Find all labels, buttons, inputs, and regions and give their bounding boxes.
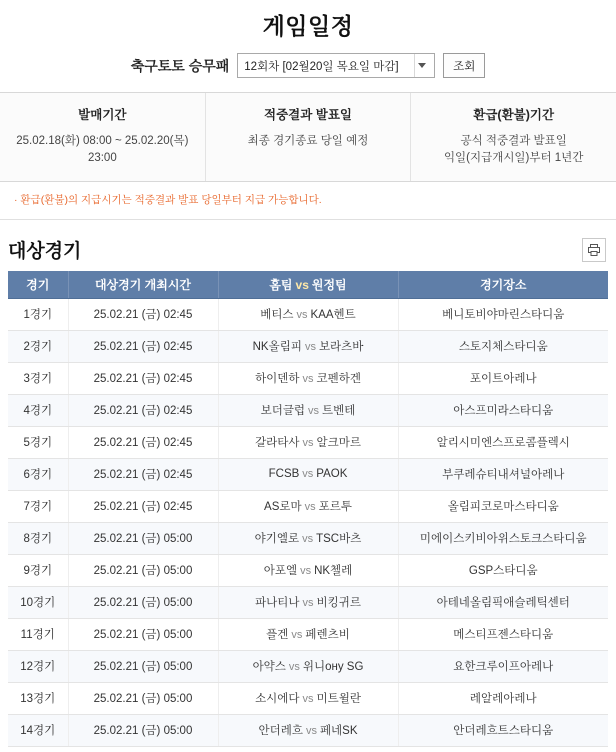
cell-no: 13경기: [8, 682, 68, 714]
col-header-vs: vs: [295, 277, 309, 292]
home-team: 베티스: [260, 309, 294, 321]
cell-time: 25.02.21 (금) 05:00: [68, 682, 218, 714]
cell-place: 메스티프젠스타디움: [398, 618, 608, 650]
col-header-time: 대상경기 개최시간: [68, 271, 218, 298]
table-row[interactable]: [8, 522, 608, 554]
away-team: 위니ону SG: [302, 661, 364, 673]
home-team: 갈라타사: [255, 437, 300, 449]
cell-place: 부쿠레슈티내셔널아레나: [398, 458, 608, 490]
cell-place: 아스프미라스타디움: [398, 394, 608, 426]
away-team: 알크마르: [316, 437, 361, 449]
table-row[interactable]: [8, 330, 608, 362]
cell-no: 4경기: [8, 394, 68, 426]
match-table-body: [8, 298, 608, 746]
cell-no: 14경기: [8, 714, 68, 746]
cell-time: 25.02.21 (금) 02:45: [68, 330, 218, 362]
away-team: KAA헨트: [310, 309, 356, 321]
table-row[interactable]: [8, 394, 608, 426]
cell-no: 6경기: [8, 458, 68, 490]
col-header-teams: [218, 271, 398, 298]
section-title: 대상경기: [8, 241, 82, 262]
info-cell-refund-period: [411, 93, 616, 181]
home-team: 파나티나: [255, 597, 300, 609]
cell-teams: 하이덴하 vs 코펜하겐: [218, 362, 398, 394]
away-team: 보라츠바: [318, 341, 364, 353]
cell-teams: 파나티나 vs 비킹귀르: [218, 586, 398, 618]
away-team: 코펜하겐: [316, 373, 361, 385]
cell-time: 25.02.21 (금) 02:45: [68, 426, 218, 458]
match-table: [8, 271, 608, 747]
cell-no: 8경기: [8, 522, 68, 554]
cell-no: 10경기: [8, 586, 68, 618]
col-header-home: 홈팀: [269, 277, 293, 292]
home-team: 소시에다: [255, 693, 300, 705]
home-team: NK올림피: [252, 341, 302, 353]
cell-time: 25.02.21 (금) 02:45: [68, 490, 218, 522]
table-row[interactable]: [8, 714, 608, 746]
section-header: [0, 220, 616, 271]
info-line: 공식 적중결과 발표일: [460, 135, 567, 147]
round-select-value: 12회차 [02월20일 목요일 마감]: [244, 60, 399, 73]
cell-teams: NK올림피 vs 보라츠바: [218, 330, 398, 362]
table-row[interactable]: [8, 554, 608, 586]
cell-teams: 갈라타사 vs 알크마르: [218, 426, 398, 458]
game-type-label: 축구토토 승무패: [130, 57, 230, 74]
cell-place: 베니토비야마린스타디움: [398, 298, 608, 330]
home-team: 야기엘로: [254, 533, 300, 545]
cell-teams: 아포엘 vs NK첼레: [218, 554, 398, 586]
cell-time: 25.02.21 (금) 02:45: [68, 394, 218, 426]
home-team: 아약스: [252, 661, 286, 673]
cell-place: 미에이스키비아위스토크스타디움: [398, 522, 608, 554]
cell-teams: 아약스 vs 위니ону SG: [218, 650, 398, 682]
cell-time: 25.02.21 (금) 05:00: [68, 714, 218, 746]
cell-time: 25.02.21 (금) 05:00: [68, 586, 218, 618]
cell-time: 25.02.21 (금) 02:45: [68, 362, 218, 394]
cell-time: 25.02.21 (금) 05:00: [68, 554, 218, 586]
chevron-down-icon: [414, 54, 428, 77]
search-button[interactable]: 조회: [443, 53, 485, 78]
match-table-header: [8, 271, 608, 298]
home-team: 하이덴하: [255, 373, 300, 385]
col-header-place: 경기장소: [398, 271, 608, 298]
cell-time: 25.02.21 (금) 02:45: [68, 458, 218, 490]
round-selector-bar: [0, 53, 616, 92]
info-line: 최종 경기종료 당일 예정: [247, 135, 369, 147]
table-row[interactable]: [8, 650, 608, 682]
cell-no: 11경기: [8, 618, 68, 650]
cell-time: 25.02.21 (금) 05:00: [68, 618, 218, 650]
away-team: 미트윌란: [316, 693, 361, 705]
info-cell-sales-period: [0, 93, 206, 181]
table-row[interactable]: [8, 586, 608, 618]
info-table: [0, 92, 616, 182]
away-team: NK첼레: [314, 565, 353, 577]
away-team: TSC바츠: [316, 533, 362, 545]
table-row[interactable]: [8, 298, 608, 330]
home-team: 아포엘: [263, 565, 298, 577]
printer-icon[interactable]: [582, 238, 606, 262]
notice-text: · 환급(환불)의 지급시기는 적중결과 발표 당일부터 지급 가능합니다.: [0, 182, 616, 220]
cell-time: 25.02.21 (금) 02:45: [68, 298, 218, 330]
info-line: 25.02.18(화) 08:00 ~ 25.02.20(목) 23:00: [16, 135, 189, 164]
cell-no: 3경기: [8, 362, 68, 394]
cell-teams: 소시에다 vs 미트윌란: [218, 682, 398, 714]
info-line: 익일(지급개시일)부터 1년간: [443, 152, 584, 164]
table-row[interactable]: [8, 362, 608, 394]
cell-no: 9경기: [8, 554, 68, 586]
col-header-away: 원정팀: [311, 277, 347, 292]
round-select[interactable]: [237, 53, 435, 78]
page-title: 게임일정: [262, 13, 354, 39]
home-team: FCSB: [268, 468, 300, 480]
info-cell-result-date: [206, 93, 412, 181]
cell-teams: 플겐 vs 페렌츠비: [218, 618, 398, 650]
away-team: 페네SK: [319, 725, 358, 737]
cell-no: 5경기: [8, 426, 68, 458]
cell-no: 2경기: [8, 330, 68, 362]
cell-place: 안더레흐트스타디움: [398, 714, 608, 746]
table-row[interactable]: [8, 490, 608, 522]
home-team: AS로마: [264, 501, 302, 513]
info-head: 발매기간: [78, 108, 127, 122]
away-team: 트벤테: [322, 405, 356, 417]
cell-teams: AS로마 vs 포르투: [218, 490, 398, 522]
info-head: 적중결과 발표일: [264, 108, 352, 122]
cell-teams: FCSB vs PAOK: [218, 458, 398, 490]
cell-place: 포이트아레나: [398, 362, 608, 394]
cell-place: 요한크루이프아레나: [398, 650, 608, 682]
table-row[interactable]: [8, 618, 608, 650]
cell-place: 레알레아레나: [398, 682, 608, 714]
cell-no: 7경기: [8, 490, 68, 522]
home-team: 플겐: [266, 629, 289, 641]
away-team: 비킹귀르: [316, 597, 361, 609]
away-team: 페렌츠비: [305, 629, 350, 641]
cell-place: 스토지체스타디움: [398, 330, 608, 362]
away-team: 포르투: [318, 501, 352, 513]
cell-time: 25.02.21 (금) 05:00: [68, 522, 218, 554]
table-row[interactable]: [8, 682, 608, 714]
home-team: 안더레흐: [258, 725, 303, 737]
cell-place: GSP스타디움: [398, 554, 608, 586]
table-row[interactable]: [8, 426, 608, 458]
cell-no: 1경기: [8, 298, 68, 330]
cell-no: 12경기: [8, 650, 68, 682]
col-header-no: 경기: [8, 271, 68, 298]
cell-teams: 안더레흐 vs 페네SK: [218, 714, 398, 746]
cell-place: 올림피코로마스타디움: [398, 490, 608, 522]
home-team: 보더글럽: [260, 405, 306, 417]
cell-teams: 베티스 vs KAA헨트: [218, 298, 398, 330]
table-row[interactable]: [8, 458, 608, 490]
cell-teams: 보더글럽 vs 트벤테: [218, 394, 398, 426]
info-head: 환급(환불)기간: [473, 108, 555, 122]
cell-place: 알리시미엔스프로콤플렉시: [398, 426, 608, 458]
cell-teams: 야기엘로 vs TSC바츠: [218, 522, 398, 554]
cell-place: 아테네올림픽애슬레틱센터: [398, 586, 608, 618]
cell-time: 25.02.21 (금) 05:00: [68, 650, 218, 682]
away-team: PAOK: [316, 468, 348, 480]
